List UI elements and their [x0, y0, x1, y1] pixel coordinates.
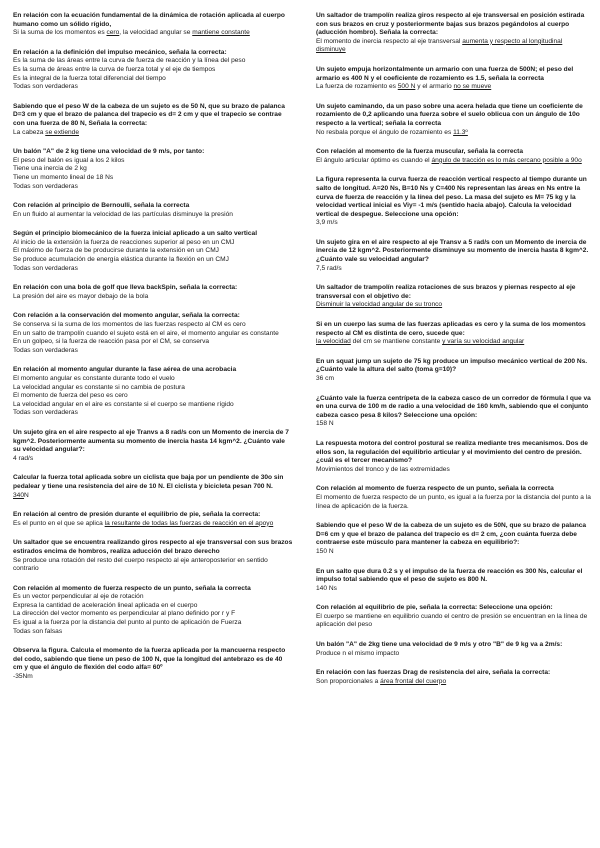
question-block [13, 49, 293, 92]
question-block [13, 202, 293, 219]
answer-text: -35Nm [13, 673, 33, 681]
answer-text: La fuerza de rozamiento es [316, 83, 398, 91]
answer-line [316, 585, 592, 594]
answer-text: El cuerpo se mantiene en equilibrio cuando el centro de presión se encuentran en la línea de aplicación del peso [316, 612, 588, 629]
answer-line [13, 293, 293, 302]
answer-text: 4 rad/s [13, 454, 34, 462]
question-text: Un saltador de trampolín realiza giros respecto al eje transversal en posición estirada con sus brazos en cruz y posteriormente bajas sus brazos pegándolos al cuerpo (aducción hombro). Señala la correcta: [316, 12, 585, 37]
question-block [13, 230, 293, 273]
answer-text: El momento de inercia respecto al eje transversal [316, 37, 463, 45]
answer-line [13, 610, 293, 619]
answer-text: 36 cm [316, 375, 334, 382]
answer-line [13, 557, 293, 574]
answer-text: y el armario [415, 83, 454, 91]
answer-line [13, 492, 293, 501]
question-block [316, 604, 592, 630]
question-text: Un sujeto caminando, da un paso sobre una acera helada que tiene un coeficiente de rozamiento de 0,2 aplicando una fuerza sobre el suelo oblicua con un ángulo de 10o respecto a la vertical; señala la correcta [316, 102, 583, 127]
question-text: Según el principio biomecánico de la fuerza inicial aplicado a un salto vertical [13, 230, 258, 238]
answer-line [13, 129, 293, 138]
answer-line [316, 466, 592, 475]
question-text: Con relación a la conservación del momento angular, señala la correcta: [13, 312, 240, 320]
answer-line [316, 420, 592, 429]
question-text: Un sujeto gira en el aire respecto al eje Transv a 5 rad/s con un Momento de inercia de inercia de 12 kgm^2. Posteriormente disminuye su momento de inercia hasta 8 kgm^2. ¿Cuánto vale su velocidad angular? [316, 238, 589, 264]
answer-line [13, 338, 293, 347]
question-block [316, 568, 592, 594]
answer-text: El momento angular es constante durante todo el vuelo [13, 375, 175, 382]
underlined-answer: aumenta y respecto al longitudinal disminuye [316, 37, 563, 54]
answer-text: Todas son verdaderas [13, 264, 78, 272]
question-text: En relación al centro de presión durante el equilibrio de pie, señala la correcta: [13, 511, 261, 519]
answer-text: Se conserva si la suma de los momentos de las fuerzas respecto al CM es cero [13, 321, 246, 329]
answer-line [13, 265, 293, 274]
answer-line [13, 673, 293, 682]
answer-line [316, 129, 592, 138]
question-text: La figura representa la curva fuerza de reacción vertical respecto al tiempo durante un salto de longitud. A=20 Ns, B=10 Ns y C=400 Ns representan las áreas en Ns entre la curva de fuerza de reacción y la línea del peso. La masa del sujeto es M= 75 kg y la velocidad vertical inicial es Viy= -1 m/s (sentido hacia abajo). Calcula la velocidad vertical de despegue. Seleccione una opción: [316, 176, 587, 218]
answer-line [13, 321, 293, 330]
question-block [316, 148, 592, 165]
answer-line [13, 239, 293, 248]
question-text: Con relación al momento de fuerza respecto de un punto, señala la correcta [316, 485, 554, 493]
question-block [316, 522, 592, 556]
question-text: En relación al momento angular durante la fase aérea de una acrobacia [13, 366, 237, 374]
answer-line [13, 29, 293, 38]
question-block [13, 429, 293, 463]
answer-line [316, 83, 592, 92]
question-text: Un balón "A" de 2 kg tiene una velocidad de 9 m/s, por tanto: [13, 148, 205, 156]
question-block [316, 239, 592, 273]
answer-text: En un salto de trampolín cuando el sujeto está en el aire, el momento angular es constante [13, 329, 279, 337]
underlined-answer: no se mueve [453, 83, 492, 91]
question-text: En relación con la ecuación fundamental de la dinámica de rotación aplicada al cuerpo humano como un sólido rígido, [13, 12, 285, 28]
answer-text: 7,5 rad/s [316, 264, 342, 272]
question-block [316, 66, 592, 92]
answer-text: Es igual a la fuerza por la distancia del punto al punto de aplicación de Fuerza [13, 619, 242, 627]
answer-text: Todas son verdaderas [13, 182, 78, 190]
answer-text: Produce n el mismo impacto [316, 649, 400, 657]
answer-line [316, 548, 592, 557]
question-block [316, 284, 592, 310]
answer-text: El momento de fuerza del peso es cero [13, 392, 128, 400]
question-block [316, 669, 592, 686]
answer-line [13, 183, 293, 192]
underlined-answer: la resultante de todas las fuerzas de reacción en el apoyo [104, 519, 274, 527]
answer-text: Todas son verdaderas [13, 409, 78, 417]
answer-text: El ángulo articular óptimo es cuando el [316, 156, 432, 164]
answer-text: El peso del balón es igual a los 2 kilos [13, 156, 125, 164]
answer-text: Son proporcionales a [316, 677, 381, 685]
answer-text: Es el punto en el que se aplica [13, 519, 105, 527]
answer-line [316, 301, 592, 310]
question-text: Un saltador que se encuentra realizando giros respecto al eje transversal con sus brazos estirados encima de hombros, realiza aducción del brazo derecho [13, 539, 293, 555]
question-block [13, 148, 293, 191]
question-block [316, 440, 592, 474]
answer-line [13, 211, 293, 220]
answer-text: La cabeza [13, 128, 46, 136]
question-block [13, 284, 293, 301]
answer-line [316, 375, 592, 384]
answer-text: N [24, 491, 29, 499]
question-text: Sabiendo que el peso W de la cabeza de un sujeto es de 50N, que su brazo de palanca D=6 cm y que el brazo de palanca del trapecio es d= 2 cm, ¿con cuánta fuerza debe contraerse este músculo para mantener la cabeza en equilibrio?: [316, 522, 587, 547]
question-block [316, 395, 592, 429]
answer-text: , la velocidad angular se [119, 29, 193, 37]
answer-line [13, 602, 293, 611]
question-block [13, 539, 293, 573]
underlined-answer: Disminuir la velocidad angular de su tronco [316, 301, 443, 309]
question-text: Un sujeto gira en el aire respecto al eje Tranvs a 8 rad/s con un Momento de inercia de 7 kgm^2. Posteriormente aumenta su momento de inercia hasta 14 kgm^2. ¿Cuánto vale su velocidad angular?: [13, 428, 289, 454]
question-text: ¿Cuánto vale la fuerza centrípeta de la cabeza casco de un corredor de fórmula I que va en una curva de 100 m de radio a una velocidad de 160 km/h, sabiendo que el conjunto cabeza casco pesa 8 kilos? Seleccione una opción: [316, 394, 591, 419]
question-text: Con relación al momento de fuerza respecto de un punto, señala la correcta [13, 584, 251, 592]
question-block [316, 12, 592, 55]
question-block [316, 358, 592, 384]
question-text: Si en un cuerpo las suma de las fuerzas aplicadas es cero y la suma de los momentos respecto al CM es distinta de cero, sucede que: [316, 321, 586, 337]
answer-line [13, 330, 293, 339]
answer-text: Se produce una rotación del resto del cuerpo respecto al eje anteroposterior en sentido contrario [13, 556, 268, 573]
answer-line [13, 247, 293, 256]
answer-line [13, 75, 293, 84]
left-column [13, 12, 293, 693]
answer-line [13, 375, 293, 384]
answer-line [316, 494, 592, 511]
answer-line [13, 256, 293, 265]
answer-text: La velocidad angular es constante si no cambia de postura [13, 383, 185, 391]
question-text: La respuesta motora del control postural se realiza mediante tres mecanismos. Dos de ellos son, la regulación del equilibrio articular y el movimiento del centro de presión. ¿cuál es el tercer mecanismo? [316, 439, 588, 465]
answer-text: 140 Ns [316, 584, 337, 592]
question-text: En relación con una bola de golf que lleva backSpin, señala la correcta: [13, 284, 238, 292]
answer-line [13, 455, 293, 464]
question-text: Un sujeto empuja horizontalmente un armario con una fuerza de 500N; el peso del armario es 400 N y el coeficiente de rozamiento es 1.5, señala la correcta [316, 65, 574, 82]
answer-text: Es la suma de áreas entre la curva de fuerza total y el eje de tiempos [13, 65, 216, 73]
underlined-answer: 11.3º [453, 128, 468, 136]
answer-text: Movimientos del tronco y de las extremidades [316, 465, 450, 473]
question-text: Sabiendo que el peso W de la cabeza de un sujeto es de 50 N, que su brazo de palanca D=3 cm y que el brazo de palanca del trapecio es d= 2 cm y que el trapecio se contrae con una fuerza de 80 N, Señala la correcta: [13, 102, 285, 127]
answer-text: Todas son falsas [13, 627, 63, 635]
question-block [316, 103, 592, 137]
answer-line [13, 392, 293, 401]
answer-text: 3,9 m/s [316, 219, 338, 227]
underlined-answer: ángulo de tracción es lo más cercano posible a 90o [431, 156, 582, 164]
underlined-answer: se extiende [45, 128, 79, 136]
question-text: En relación con las fuerzas Drag de resistencia del aire, señala la correcta: [316, 669, 551, 677]
question-text: Con relación al momento de la fuerza muscular, señala la correcta [316, 148, 524, 156]
answer-text: No resbala porque el ángulo de rozamiento es [316, 128, 454, 136]
answer-line [316, 219, 592, 228]
answer-text: En un fluido al aumentar la velocidad de las partículas disminuye la presión [13, 210, 233, 218]
question-block [13, 366, 293, 418]
answer-line [13, 619, 293, 628]
question-text: Observa la figura. Calcula el momento de la fuerza aplicada por la mancuerna respecto del codo, sabiendo que tiene un peso de 100 N, que la longitud del antebrazo es de 40 cm y que el ángulo de flexión del codo alfa= 60º [13, 647, 286, 672]
answer-text: 150 N [316, 547, 334, 555]
question-block [13, 12, 293, 38]
answer-line [316, 678, 592, 687]
answer-line [13, 409, 293, 418]
answer-line [316, 613, 592, 630]
answer-line [13, 401, 293, 410]
answer-text: Todas son verdaderas [13, 346, 78, 354]
question-block [13, 103, 293, 137]
underlined-answer: cero [106, 29, 120, 37]
answer-text: Se produce acumulación de energía elástica durante la flexión en un CMJ [13, 256, 229, 264]
answer-line [316, 338, 592, 347]
answer-text: El momento de fuerza respecto de un punto, es igual a la fuerza por la distancia del punto a la línea de aplicación de la fuerza. [316, 493, 591, 510]
answer-text: La dirección del vector momento es perpendicular al plano definido por r y F [13, 610, 236, 618]
answer-text: Es la suma de las áreas entre la curva de fuerza de reacción y la línea del peso [13, 57, 246, 65]
answer-line [13, 628, 293, 637]
answer-line [13, 347, 293, 356]
answer-line [13, 593, 293, 602]
answer-line [13, 66, 293, 75]
answer-line [13, 174, 293, 183]
answer-text: Es un vector perpendicular al eje de rotación [13, 593, 144, 601]
question-text: En un squat jump un sujeto de 75 kg produce un impulso mecánico vertical de 200 Ns. ¿Cuánto vale la altura del salto (toma g=10)? [316, 357, 588, 374]
question-block [13, 312, 293, 355]
question-block [13, 585, 293, 637]
question-text: Con relación al principio de Bernoulli, señala la correcta [13, 202, 190, 210]
answer-line [13, 157, 293, 166]
answer-text: Tiene una inercia de 2 kg [13, 165, 87, 173]
underlined-answer: 500 N [397, 83, 416, 91]
right-column [316, 12, 592, 697]
answer-text: La presión del aire es mayor debajo de la bola [13, 292, 149, 300]
question-text: Un saltador de trampolín realiza rotaciones de sus brazos y piernas respecto al eje transversal con el objetivo de: [316, 284, 576, 300]
answer-line [316, 38, 592, 55]
question-block [316, 641, 592, 658]
question-block [13, 511, 293, 528]
question-block [316, 176, 592, 228]
answer-line [13, 520, 293, 529]
answer-line [13, 83, 293, 92]
answer-line [13, 57, 293, 66]
answer-line [316, 265, 592, 274]
question-block [13, 474, 293, 500]
question-text: Con relación al equilibrio de pie, señala la correcta: Seleccione una opción: [316, 604, 553, 612]
answer-text: Si la suma de los momentos es [13, 29, 107, 37]
question-block [316, 321, 592, 347]
answer-text: Al inicio de la extensión la fuerza de reacciones superior al peso en un CMJ [13, 238, 235, 246]
question-text: Calcular la fuerza total aplicada sobre un ciclista que baja por un pendiente de 30o sin pedalear y tiene una resistencia del aire de 10 N. El ciclista y bicicleta pesan 700 N. [13, 474, 284, 490]
answer-line [316, 157, 592, 166]
underlined-answer: mantiene constante [192, 29, 250, 37]
answer-line [13, 165, 293, 174]
answer-text: Todas son verdaderas [13, 83, 78, 91]
answer-text: Expresa la cantidad de aceleración lineal aplicada en el cuerpo [13, 601, 198, 609]
answer-text: En un golpeo, si la fuerza de reacción pasa por el CM, se conserva [13, 338, 210, 346]
question-text: En un salto que dura 0.2 s y el impulso de la fuerza de reacción es 300 Ns, calcular el impulso total sabiendo que el peso de sujeto es 800 N. [316, 567, 583, 584]
answer-line [13, 384, 293, 393]
question-text: En relación a la definición del impulso mecánico, señala la correcta: [13, 48, 227, 56]
question-block [316, 485, 592, 511]
underlined-answer: área frontal del cuerpo [380, 677, 447, 685]
answer-text: 158 N [316, 420, 334, 428]
underlined-answer: y varía su velocidad angular [442, 338, 525, 346]
answer-text: El máximo de fuerza de be producirse durante la extensión en un CMJ [13, 247, 219, 255]
answer-line [316, 650, 592, 659]
question-text: Un balón "A" de 2kg tiene una velocidad de 9 m/s y otro "B" de 9 kg va a 2m/s: [316, 641, 563, 649]
question-block [13, 647, 293, 681]
answer-text: La velocidad angular en el aire es constante si el cuerpo se mantiene rígido [13, 400, 234, 408]
answer-text: Es la integral de la fuerza total diferencial del tiempo [13, 74, 166, 82]
answer-text: del cm se mantiene constante [350, 338, 443, 346]
underlined-answer: 340 [13, 491, 25, 499]
answer-text: Tiene un momento lineal de 18 Ns [13, 173, 114, 181]
underlined-answer: la velocidad [316, 338, 351, 346]
